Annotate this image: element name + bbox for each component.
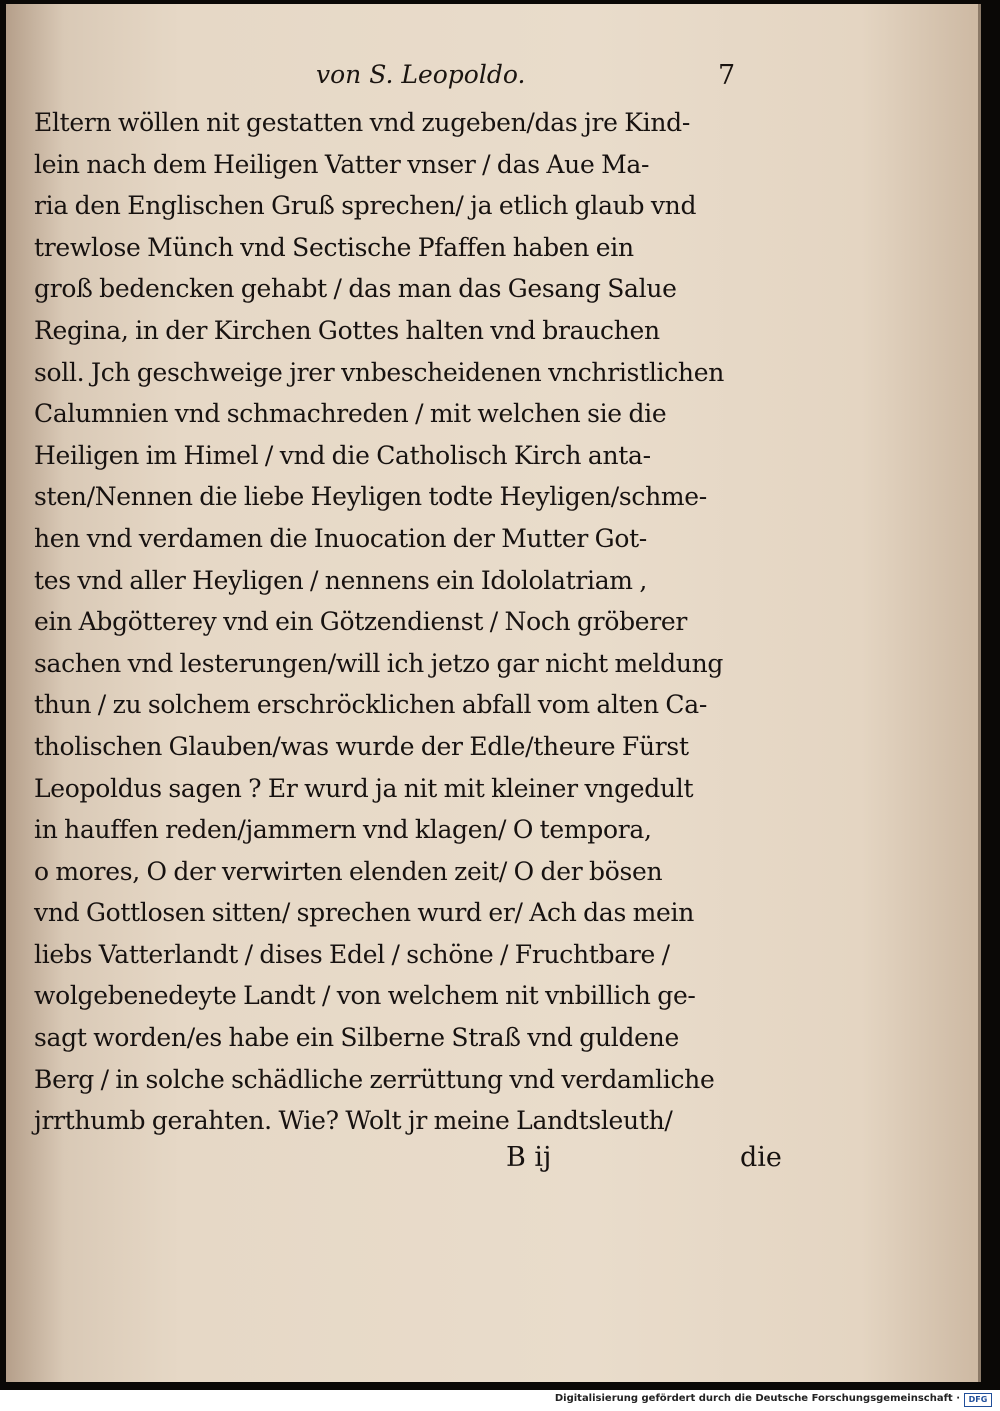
signature-mark: B ij [506,1142,552,1173]
text-line: soll. Jch geschweige jrer vnbescheidenen vnchristlichen [34,357,725,387]
text-line: sagt worden/es habe ein Silberne Straß vnd guldene [34,1023,679,1053]
digitization-footer [0,1390,1000,1411]
text-line: Heiligen im Himel / vnd die Catholisch Kirch anta- [34,440,651,470]
text-line: Regina, in der Kirchen Gottes halten vnd brauchen [34,315,660,345]
text-line: in hauffen reden/jammern vnd klagen/ O tempora, [34,815,652,845]
text-line: jrrthumb gerahten. Wie? Wolt jr meine Landtsleuth/ [34,1106,673,1136]
text-line: ria den Englischen Gruß sprechen/ ja etlich glaub vnd [34,191,697,221]
funding-notice: Digitalisierung gefördert durch die Deutsche Forschungsgemeinschaft · [554,1393,960,1404]
text-line: tes vnd aller Heyligen / nennens ein Idololatriam , [34,565,647,595]
text-line: ein Abgötterey vnd ein Götzendienst / Noch gröberer [34,607,688,637]
text-line: hen vnd verdamen die Inuocation der Mutter Got- [34,523,647,553]
running-title: von S. Leopoldo. [316,60,526,89]
text-line: sachen vnd lesterungen/will ich jetzo gar nicht meldung [34,648,724,678]
text-line: wolgebenedeyte Landt / von welchem nit vnbillich ge- [34,981,696,1011]
page-number: 7 [718,60,736,91]
text-line: Berg / in solche schädliche zerrüttung vnd verdamliche [34,1064,715,1094]
dfg-logo-icon: DFG [964,1393,992,1407]
text-line: Eltern wöllen nit gestatten vnd zugeben/das jre Kind- [34,108,690,137]
text-line: thun / zu solchem erschröcklichen abfall vom alten Ca- [34,690,707,720]
text-line: tholischen Glauben/was wurde der Edle/theure Fürst [34,731,689,761]
text-line: vnd Gottlosen sitten/ sprechen wurd er/ Ach das mein [34,898,695,928]
book-page [6,4,981,1382]
catchword: die [740,1142,782,1173]
text-line: o mores, O der verwirten elenden zeit/ O der bösen [34,856,663,886]
text-line: Leopoldus sagen ? Er wurd ja nit mit kleiner vngedult [34,773,694,803]
text-line: Calumnien vnd schmachreden / mit welchen sie die [34,399,667,429]
text-line: sten/Nennen die liebe Heyligen todte Heyligen/schme- [34,482,707,512]
text-line: groß bedencken gehabt / das man das Gesang Salue [34,274,677,304]
text-line: liebs Vatterlandt / dises Edel / schöne / Fruchtbare / [34,939,670,969]
body-text [34,102,794,1142]
text-line: lein nach dem Heiligen Vatter vnser / das Aue Ma- [34,149,650,179]
text-line: trewlose Münch vnd Sectische Pfaffen haben ein [34,232,634,262]
